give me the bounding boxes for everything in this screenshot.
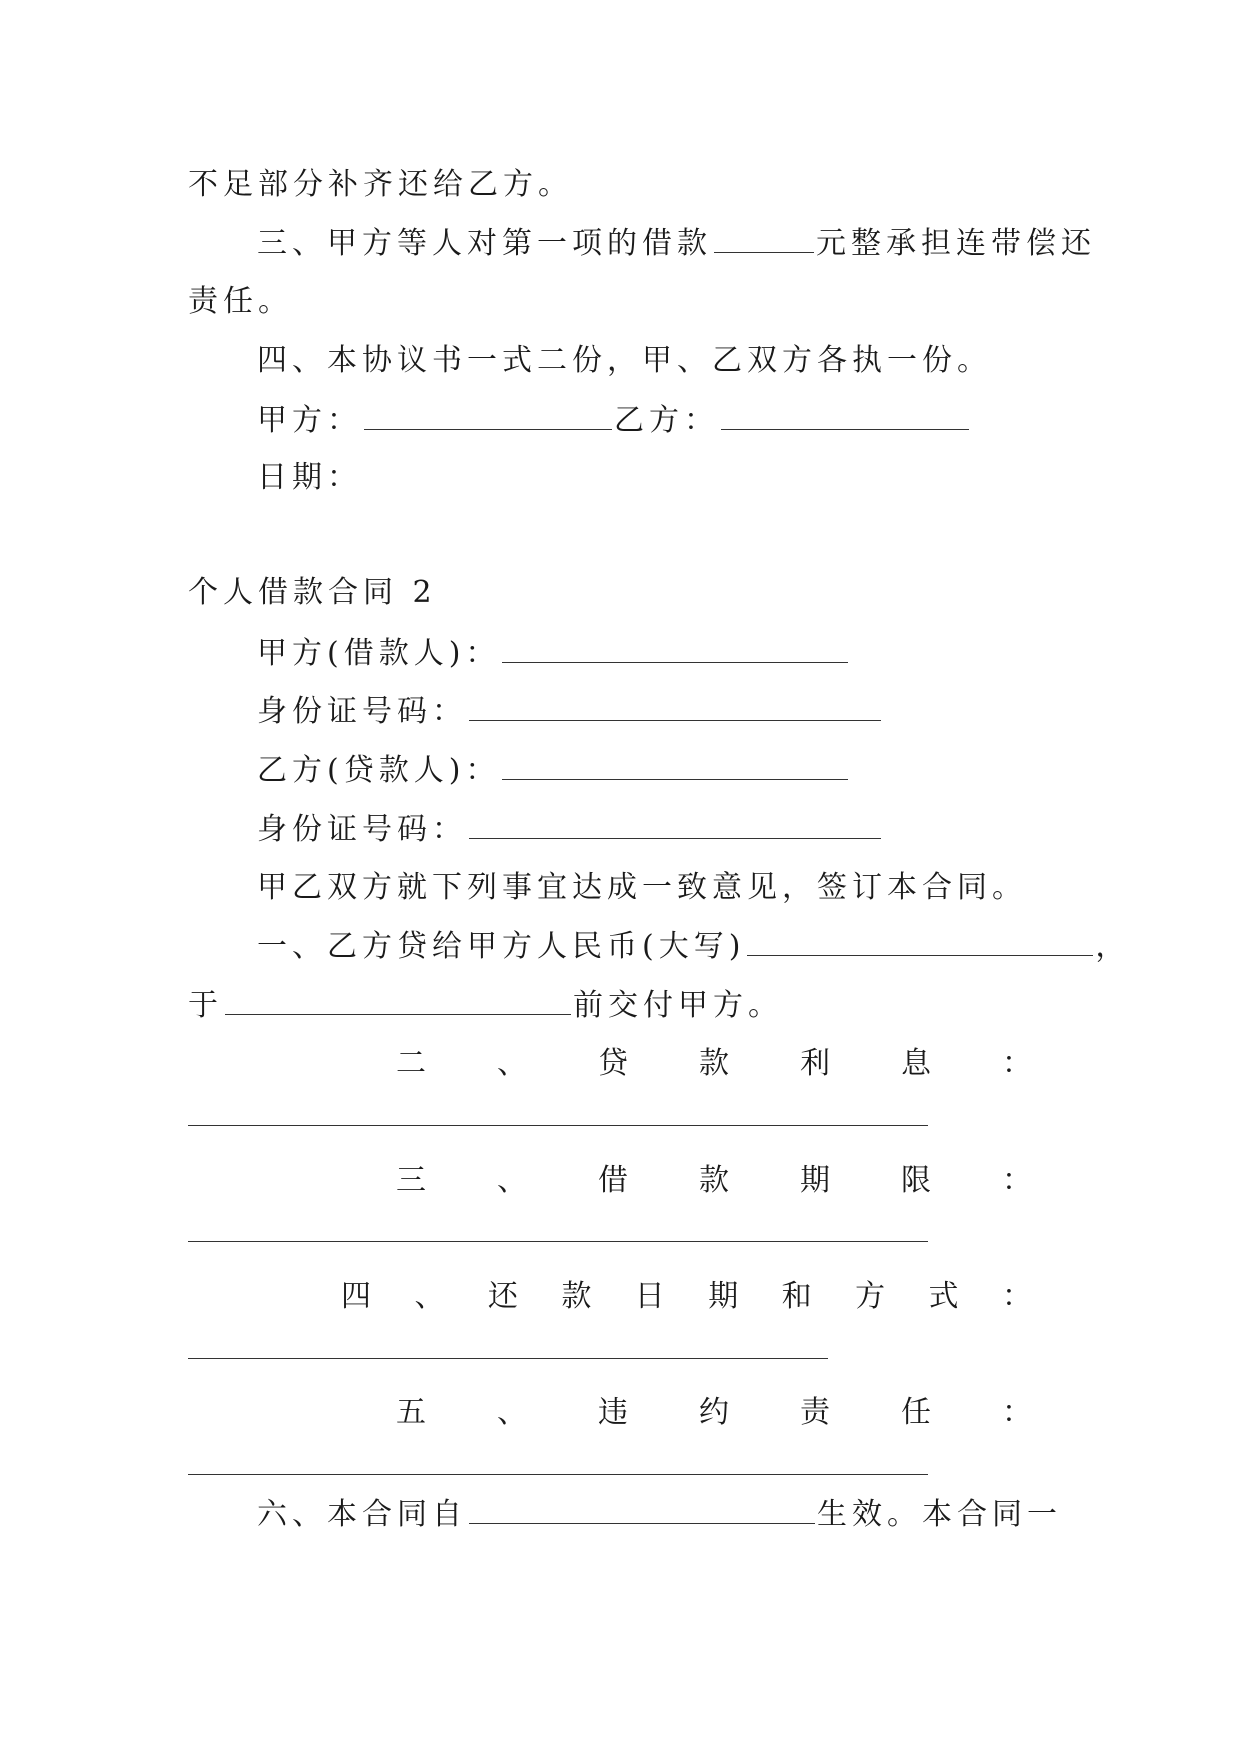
- heading-char: 、: [497, 1395, 527, 1430]
- clause-text: 三、甲方等人对第一项的借款: [257, 226, 712, 261]
- signature-line: [257, 403, 971, 438]
- heading-char: ：: [1002, 1163, 1032, 1198]
- borrower-id-blank: [469, 694, 881, 721]
- heading-char: 违: [598, 1395, 628, 1430]
- clause-1-line-2: [188, 988, 783, 1023]
- heading-char: 责: [800, 1395, 830, 1430]
- field-label: 甲方(借款人)：: [257, 636, 501, 671]
- heading-char: 借: [598, 1163, 628, 1198]
- clause-5-blank: [188, 1474, 928, 1475]
- clause-text: 一、乙方贷给甲方人民币(大写): [257, 929, 746, 964]
- clause-joint-liability: [257, 226, 1096, 261]
- heading-char: 、: [497, 1163, 527, 1198]
- heading-char: 和: [781, 1279, 812, 1314]
- field-label: 乙方(贷款人)：: [257, 753, 501, 788]
- clause-2-blank: [188, 1125, 928, 1126]
- intro-paragraph: 甲乙双方就下列事宜达成一致意见，签订本合同。: [257, 870, 1027, 905]
- lender-id-blank: [469, 812, 881, 839]
- heading-char: 款: [561, 1279, 592, 1314]
- heading-char: 三: [396, 1163, 426, 1198]
- text-line: 不足部分补齐还给乙方。: [188, 167, 573, 202]
- clause-4-heading: [341, 1280, 1032, 1314]
- clause-1-line-1: [257, 929, 1130, 964]
- heading-char: 日: [634, 1279, 665, 1314]
- heading-char: 贷: [598, 1046, 628, 1081]
- clause-2-heading: [396, 1047, 1032, 1081]
- heading-char: 任: [901, 1395, 931, 1430]
- heading-char: ：: [1002, 1046, 1032, 1081]
- clause-text: 前交付甲方。: [573, 988, 783, 1023]
- heading-char: 款: [699, 1046, 729, 1081]
- heading-char: 息: [901, 1046, 931, 1081]
- clause-text: 于: [188, 988, 223, 1023]
- effective-date-blank: [469, 1497, 815, 1524]
- heading-char: 限: [901, 1163, 931, 1198]
- section-title: 个人借款合同 2: [188, 575, 437, 610]
- heading-char: 式: [928, 1279, 959, 1314]
- lender-id-field: [257, 812, 883, 847]
- party-a-blank: [364, 403, 612, 430]
- heading-char: 利: [800, 1046, 830, 1081]
- clause-text: 生效。本合同一: [817, 1497, 1062, 1532]
- heading-char: 、: [414, 1279, 445, 1314]
- clause-5-heading: [396, 1396, 1032, 1430]
- borrower-id-field: [257, 694, 883, 729]
- party-a-label: 甲方：: [257, 403, 362, 438]
- heading-char: ：: [1002, 1395, 1032, 1430]
- heading-char: 二: [396, 1046, 426, 1081]
- field-label: 身份证号码：: [257, 812, 467, 847]
- party-b-blank: [721, 403, 969, 430]
- clause-6-line: [257, 1497, 1062, 1532]
- clause-3-heading: [396, 1164, 1032, 1198]
- party-b-label: 乙方：: [614, 403, 719, 438]
- punctuation: ，: [1095, 929, 1131, 964]
- clause-text: 元整承担连带偿还: [816, 226, 1096, 261]
- lender-blank: [502, 753, 848, 780]
- heading-char: 约: [699, 1395, 729, 1430]
- clause-text: 六、本合同自: [257, 1497, 467, 1532]
- clause-4-blank: [188, 1358, 828, 1359]
- heading-char: 四: [341, 1279, 371, 1314]
- heading-char: 期: [708, 1279, 739, 1314]
- heading-char: 方: [855, 1279, 886, 1314]
- text-line: 责任。: [188, 284, 293, 319]
- lender-field: [257, 753, 850, 788]
- heading-char: 款: [699, 1163, 729, 1198]
- amount-blank: [714, 226, 814, 253]
- date-label: 日期：: [257, 460, 362, 495]
- heading-char: 五: [396, 1395, 426, 1430]
- heading-char: 还: [487, 1279, 518, 1314]
- heading-char: 期: [800, 1163, 830, 1198]
- heading-char: ：: [1001, 1279, 1032, 1314]
- amount-blank: [747, 929, 1093, 956]
- clause-copies: 四、本协议书一式二份，甲、乙双方各执一份。: [257, 343, 992, 378]
- borrower-blank: [502, 636, 848, 663]
- heading-char: 、: [497, 1046, 527, 1081]
- field-label: 身份证号码：: [257, 694, 467, 729]
- date-blank: [225, 988, 571, 1015]
- borrower-field: [257, 636, 850, 671]
- clause-3-blank: [188, 1241, 928, 1242]
